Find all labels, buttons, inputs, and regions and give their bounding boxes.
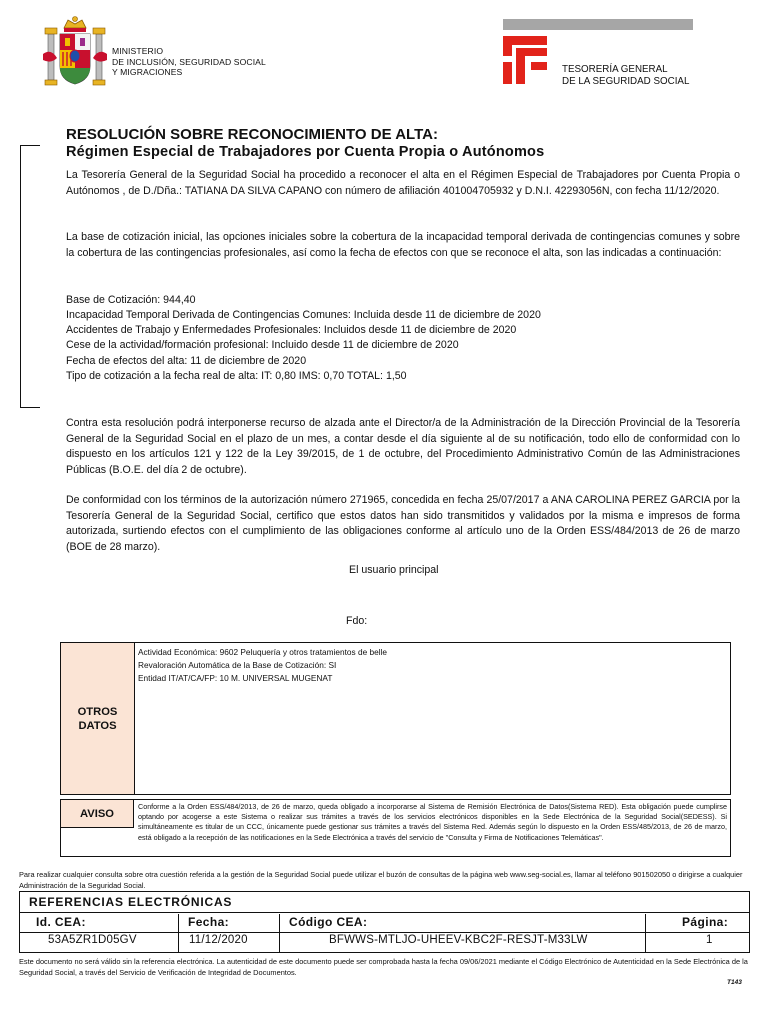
ref-row-divider: [20, 932, 749, 933]
ref-header-fecha: Fecha:: [188, 915, 230, 929]
referencias-title: REFERENCIAS ELECTRÓNICAS: [20, 892, 749, 913]
ministry-line: Y MIGRACIONES: [112, 67, 183, 77]
paragraph-alta: La Tesorería General de la Seguridad Social ha procedido a reconocer el alta en el Régimen Especial de Trabajadores por Cuenta Propia o Autónomos , de D./Dña.: TATIANA DA SILVA CAPANO con número de afiliación 401004705932 y D.N.I. 42293056N, con fecha 11/12/2020.: [66, 169, 740, 197]
ministry-line: MINISTERIO: [112, 46, 164, 56]
detail-line: Tipo de cotización a la fecha real de alta: IT: 0,80 IMS: 0,70 TOTAL: 1,50: [66, 370, 407, 382]
document-title: RESOLUCIÓN SOBRE RECONOCIMIENTO DE ALTA:: [66, 126, 438, 143]
form-code: T143: [727, 979, 742, 986]
otros-datos-content: [138, 646, 387, 685]
spanish-coat-of-arms-logo: [40, 14, 110, 92]
detail-line: Fecha de efectos del alta: 11 de diciembre de 2020: [66, 355, 307, 367]
detail-line: Accidentes de Trabajo y Enfermedades Profesionales: Incluidos desde 11 de diciembre de 2020: [66, 324, 517, 336]
detail-line: Cese de la actividad/formación profesional: Incluido desde 11 de diciembre de 2020: [66, 339, 459, 351]
tgss-gray-bar: [503, 19, 693, 30]
otros-label-line: OTROS: [77, 705, 118, 718]
validity-footer: Este documento no será válido sin la referencia electrónica. La autenticidad de este documento puede ser comprobada hasta la fecha 09/06/2021 mediante el Código Electrónico de Autenticidad en la Sede Electrónica de la Seguridad Social, a través del Servicio de Verificación de Integridad de Documentos.: [19, 957, 748, 977]
ref-column-divider: [178, 914, 179, 952]
otros-datos-box: [60, 642, 731, 795]
ref-header-codigo: Código CEA:: [289, 915, 368, 929]
paragraph-autorizacion: De conformidad con los términos de la autorización número 271965, concedida en fecha 25/07/2017 a ANA CAROLINA PEREZ GARCIA por la Tesorería General de la Seguridad Social, certifico que estos datos han sido transmitidos y validados por la misma e impresos de forma autorizada, surtiendo efectos con el cumplimiento de las obligaciones conforme al artículo uno de la Orden ESS/484/2013 de 26 de marzo (BOE de 28 marzo).: [66, 494, 740, 553]
referencias-electronicas-table: [19, 891, 750, 953]
paragraph-base: La base de cotización inicial, las opciones iniciales sobre la cobertura de la incapacidad temporal derivada de contingencias comunes y sobre la cobertura de las contingencias profesionales, así como la fecha de efectos con que se reconoce el alta, son las indicadas a continuación:: [66, 231, 740, 259]
otros-datos-item: Actividad Económica: 9602 Peluquería y otros tratamientos de belle: [138, 647, 388, 657]
margin-bracket: [20, 145, 40, 408]
ref-value-fecha: 11/12/2020: [189, 934, 248, 946]
ref-column-divider: [645, 914, 646, 952]
document-subtitle: Régimen Especial de Trabajadores por Cuenta Propia o Autónomos: [66, 144, 545, 160]
tgss-name: [562, 64, 689, 88]
otros-datos-label: [61, 643, 135, 794]
usuario-principal: El usuario principal: [349, 564, 439, 576]
ref-column-divider: [279, 914, 280, 952]
ministry-line: DE INCLUSIÓN, SEGURIDAD SOCIAL: [112, 56, 266, 67]
otros-datos-item: Entidad IT/AT/CA/FP: 10 M. UNIVERSAL MUGENAT: [138, 673, 333, 683]
aviso-box: [60, 799, 731, 857]
ref-value-pagina: 1: [706, 934, 713, 946]
paragraph-recurso: Contra esta resolución podrá interponerse recurso de alzada ante el Director/a de la Administración de la Dirección Provincial de la Tesorería General de la Seguridad Social en el plazo de un mes, a contar desde el día siguiente al de su notificación, todo ello de conformidad con lo dispuesto en los artículos 121 y 122 de la Ley 39/2015, de 1 de octubre, del Procedimiento Administrativo Común de las Administraciones Públicas (B.O.E. del día 2 de octubre).: [66, 417, 740, 476]
tgss-logo: [503, 36, 549, 86]
ministry-name: [112, 46, 266, 78]
ref-value-id: 53A5ZR1D05GV: [48, 934, 137, 946]
detail-line: Base de Cotización: 944,40: [66, 294, 196, 306]
consulta-note: Para realizar cualquier consulta sobre otra cuestión referida a la gestión de la Seguridad Social puede utilizar el buzón de consultas de la página web www.seg-social.es, llamar al teléfono 901502050 o dirigirse a cualquier Administración de la Seguridad Social.: [19, 870, 743, 890]
otros-datos-item: Revaloración Automática de la Base de Cotización: SI: [138, 660, 337, 670]
detail-line: Incapacidad Temporal Derivada de Contingencias Comunes: Incluida desde 11 de diciembre de 2020: [66, 309, 541, 321]
tgss-line: DE LA SEGURIDAD SOCIAL: [562, 76, 690, 87]
otros-label-line: DATOS: [78, 719, 117, 732]
ref-value-codigo: BFWWS-MTLJO-UHEEV-KBC2F-RESJT-M33LW: [329, 934, 588, 946]
tgss-line: TESORERÍA GENERAL: [562, 64, 668, 75]
ref-header-pagina: Página:: [682, 915, 729, 929]
aviso-text: Conforme a la Orden ESS/484/2013, de 26 de marzo, queda obligado a incorporarse al Sistema de Remisión Electrónica de Datos(Sistema RED). Esta obligación puede cumplirse optando por acogerse a este Sistema o realizar sus trámites a través de los servicios electrónicos disponibles en la Sede Electrónica de la Seguridad Social(SEDESS). Si simultáneamente es titular de un CCC, únicamente puede gestionar sus trámites a través del Sistema Red. Además según lo dispuesto en la Orden ESS/485/2013, de 26 de marzo, está obligado a la recepción de las notificaciones en la Sede Electrónica a través del servicio de "Consulta y Firma de Notificaciones Telemáticas".: [138, 802, 727, 842]
signature-label: Fdo:: [346, 615, 368, 627]
aviso-label: AVISO: [61, 800, 134, 828]
ref-header-id: Id. CEA:: [36, 915, 86, 929]
